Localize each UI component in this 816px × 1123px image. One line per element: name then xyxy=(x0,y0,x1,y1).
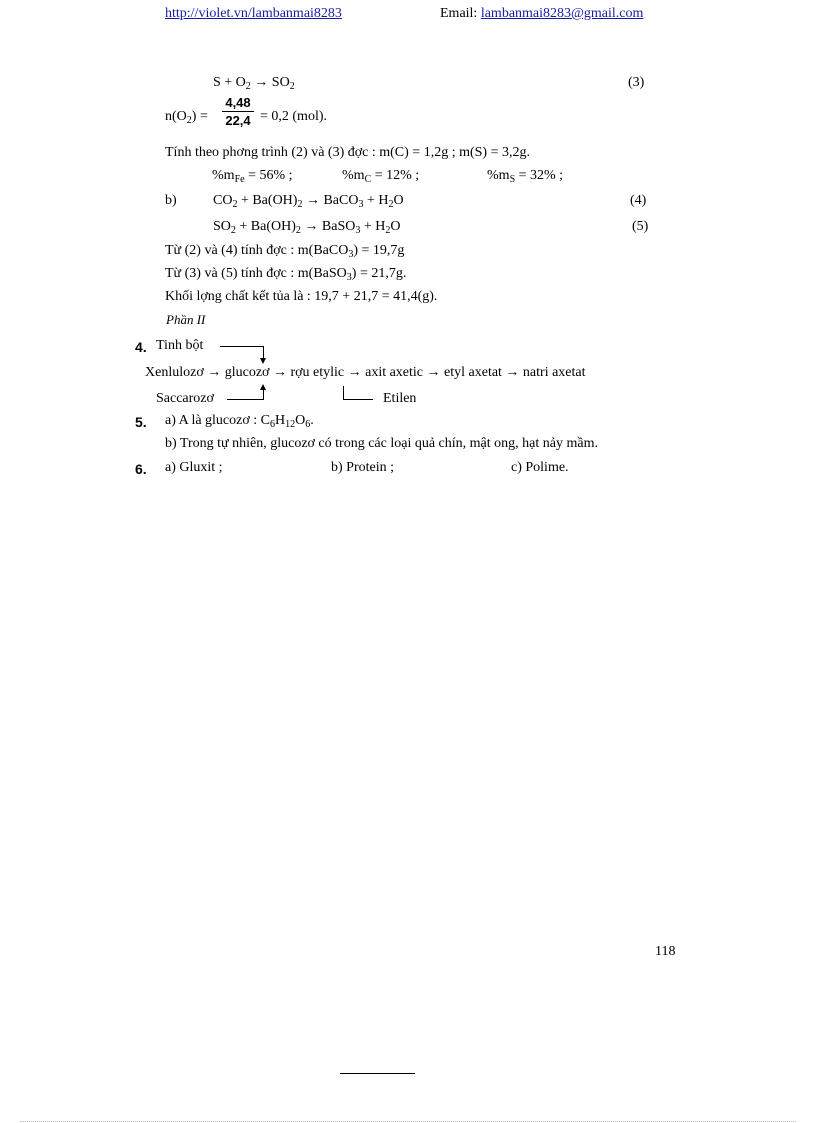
text-sub: 3 xyxy=(346,272,352,283)
question-5-number: 5. xyxy=(135,414,147,430)
pct-sub: Fe xyxy=(234,174,245,185)
equation-tag-3: (3) xyxy=(628,75,645,90)
pct-sub: C xyxy=(364,174,372,185)
q5-b: b) Trong tự nhiên, glucozơ có trong các loại quả chín, mật ong, hạt nảy mầm. xyxy=(165,436,598,451)
text-part: Từ (2) và (4) tính đợc : m(BaCO xyxy=(165,243,349,258)
reaction-chain: Xenlulozơ → glucozơ → rợu etylic → axit axetic → etyl axetat → natri axetat xyxy=(145,365,586,380)
mol-eq: ) = xyxy=(191,109,208,124)
page-number: 118 xyxy=(655,944,676,959)
mol-result: = 0,2 (mol). xyxy=(260,109,327,124)
eq-sub: 2 xyxy=(297,199,303,210)
equation-tag-5: (5) xyxy=(632,219,649,234)
eq-sub: 3 xyxy=(358,199,364,210)
line-baso3 xyxy=(165,266,406,282)
eq-part: BaCO xyxy=(323,193,359,208)
pct-label: %m xyxy=(342,168,365,183)
eq-part: O xyxy=(393,193,404,208)
text-part: a) A là glucozơ : C xyxy=(165,413,270,428)
pct-value: = 12% ; xyxy=(371,168,420,183)
mol-left xyxy=(165,109,208,125)
arrow: → xyxy=(300,219,322,234)
eq3-sub: 2 xyxy=(245,81,251,92)
pct-label: %m xyxy=(212,168,235,183)
fraction-denominator: 22,4 xyxy=(225,113,251,128)
fraction xyxy=(222,95,254,128)
q6-a: a) Gluxit ; xyxy=(165,460,223,475)
text-part: ) = 19,7g xyxy=(353,243,405,258)
formula-sub: 6 xyxy=(270,419,275,430)
question-6-number: 6. xyxy=(135,461,147,477)
percent-fe xyxy=(212,168,293,184)
eq-sub: 2 xyxy=(232,199,238,210)
eq-sub: 2 xyxy=(230,225,236,236)
footnote-rule xyxy=(340,1073,415,1074)
eq3-product: SO xyxy=(271,75,290,90)
eq-sub: 2 xyxy=(385,225,391,236)
email-link[interactable]: lambanmai8283@gmail.com xyxy=(480,6,644,21)
sucrose-label: Saccarozơ xyxy=(156,391,214,406)
percent-c xyxy=(342,168,419,184)
arrow: → xyxy=(302,193,324,208)
eq-part: O xyxy=(390,219,401,234)
arrow-down-icon xyxy=(260,358,266,364)
arrow: → xyxy=(254,75,269,90)
percent-s xyxy=(487,168,563,184)
text-sub: 3 xyxy=(348,249,354,260)
question-4-number: 4. xyxy=(135,339,147,355)
header-url-link[interactable]: http://violet.vn/lambanmai8283 xyxy=(165,6,342,21)
text-part: H xyxy=(275,413,286,428)
text-part: . xyxy=(310,413,314,428)
pct-value: = 32% ; xyxy=(515,168,564,183)
eq4-label: b) xyxy=(165,193,177,208)
fraction-numerator: 4,48 xyxy=(222,95,254,112)
connector-line xyxy=(220,346,264,347)
text-part: Từ (3) và (5) tính đợc : m(BaSO xyxy=(165,266,347,281)
eq-sub: 2 xyxy=(295,225,301,236)
q6-c: c) Polime. xyxy=(511,460,569,475)
starch-label: Tinh bột xyxy=(156,338,204,353)
pct-value: = 56% ; xyxy=(244,168,293,183)
mol-sub: 2 xyxy=(186,115,192,126)
connector-line xyxy=(227,399,263,400)
eq-part: + H xyxy=(363,193,389,208)
connector-line xyxy=(343,386,344,400)
equation-tag-4: (4) xyxy=(630,193,647,208)
part-label: Phần II xyxy=(166,312,206,327)
eq-part: BaSO xyxy=(321,219,356,234)
eq-part: CO xyxy=(213,193,233,208)
eq-part: + H xyxy=(360,219,386,234)
pct-label: %m xyxy=(487,168,510,183)
text-part: ) = 21,7g. xyxy=(351,266,407,281)
equation-4 xyxy=(213,193,404,209)
total-line: Khối lợng chất kết tủa là : 19,7 + 21,7 = 41,4(g). xyxy=(165,289,438,304)
header-email xyxy=(440,6,643,22)
eq3-sub: 2 xyxy=(289,81,295,92)
q5-a xyxy=(165,413,314,429)
text-part: O xyxy=(295,413,306,428)
connector-line xyxy=(343,399,373,400)
equation-5 xyxy=(213,219,401,235)
email-label: Email: xyxy=(440,6,481,21)
eq-part: SO xyxy=(213,219,231,234)
page-bottom-border xyxy=(20,1121,796,1122)
arrow-up-icon xyxy=(260,384,266,390)
calc-line: Tính theo phơng trình (2) và (3) đợc : m(C) = 1,2g ; m(S) = 3,2g. xyxy=(165,145,530,160)
eq-part: + Ba(OH) xyxy=(235,219,296,234)
mol-n: n(O xyxy=(165,109,187,124)
ethylene-label: Etilen xyxy=(383,391,417,406)
formula-sub: 6 xyxy=(305,419,311,430)
formula-sub: 12 xyxy=(285,419,296,430)
eq-part: + Ba(OH) xyxy=(237,193,298,208)
eq-sub: 3 xyxy=(355,225,361,236)
line-baco3 xyxy=(165,243,404,259)
equation-3 xyxy=(213,75,295,91)
eq3-reactants: S + O xyxy=(213,75,246,90)
eq-sub: 2 xyxy=(388,199,394,210)
q6-b: b) Protein ; xyxy=(331,460,394,475)
pct-sub: S xyxy=(509,174,516,185)
